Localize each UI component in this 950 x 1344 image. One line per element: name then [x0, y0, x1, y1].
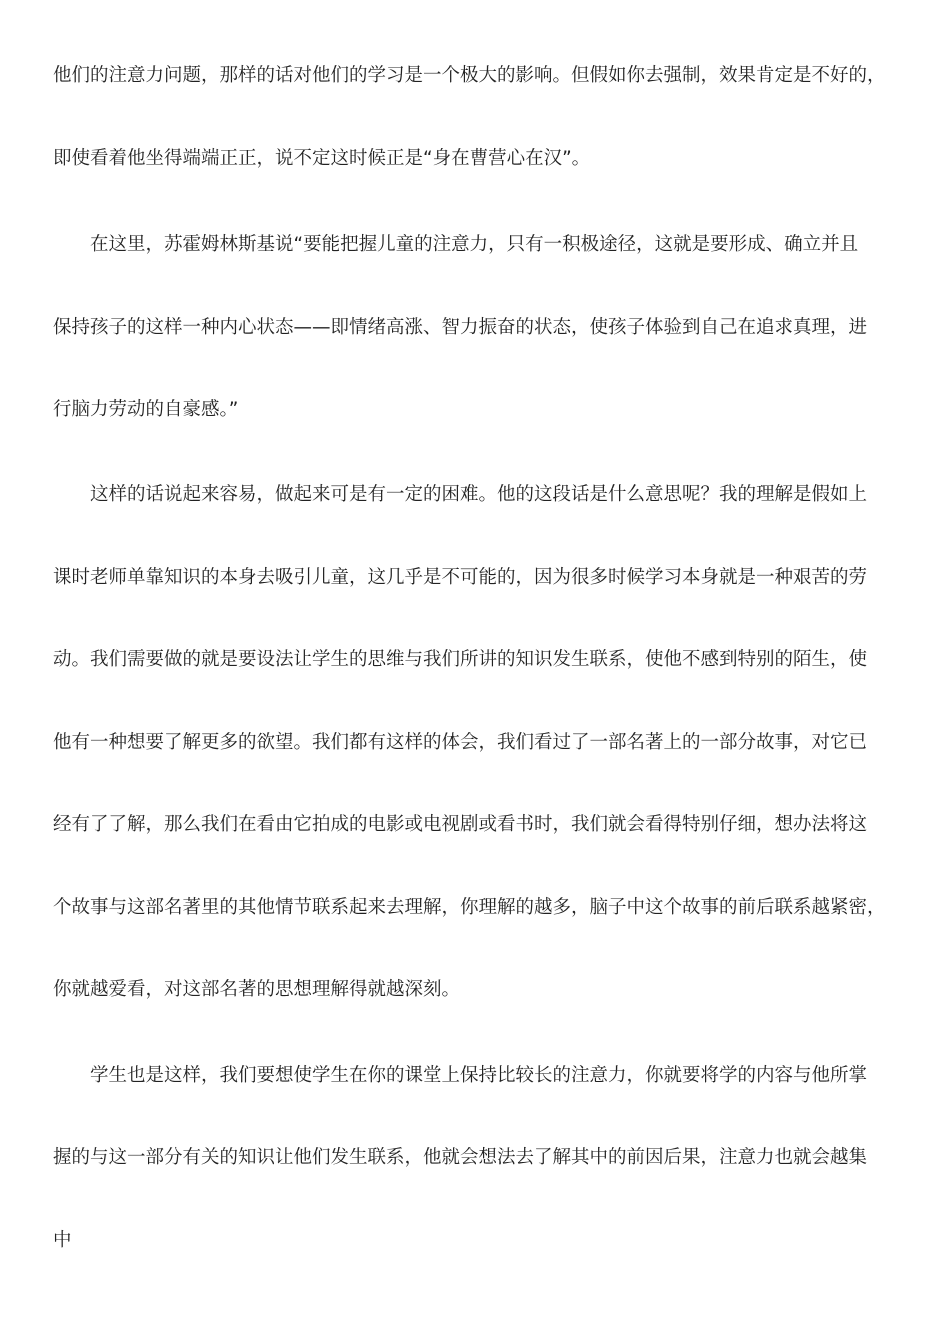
text-line: 学生也是这样，我们要想使学生在你的课堂上保持比较长的注意力，你就要将学的内容与他所掌 [90, 1065, 868, 1086]
text-line: 保持孩子的这样一种内心状态——即情绪高涨、智力振奋的状态，使孩子体验到自己在追求真理，进 [53, 317, 868, 338]
text-line: 你就越爱看，对这部名著的思想理解得就越深刻。 [53, 979, 461, 1000]
text-line: 他有一种想要了解更多的欲望。我们都有这样的体会，我们看过了一部名著上的一部分故事，对它已 [53, 732, 868, 753]
text-line: 在这里，苏霍姆林斯基说“要能把握儿童的注意力，只有一积极途径，这就是要形成、确立并且 [90, 234, 859, 255]
text-line: 他们的注意力问题，那样的话对他们的学习是一个极大的影响。但假如你去强制，效果肯定是不好的， [53, 65, 886, 86]
text-line: 行脑力劳动的自豪感。” [53, 399, 239, 420]
text-line: 个故事与这部名著里的其他情节联系起来去理解，你理解的越多，脑子中这个故事的前后联系越紧密， [53, 897, 886, 918]
text-line: 中 [53, 1230, 72, 1251]
text-line: 动。我们需要做的就是要设法让学生的思维与我们所讲的知识发生联系，使他不感到特别的陌生，使 [53, 649, 868, 670]
text-line: 课时老师单靠知识的本身去吸引儿童，这几乎是不可能的，因为很多时候学习本身就是一种艰苦的劳 [53, 567, 868, 588]
text-line: 经有了了解，那么我们在看由它拍成的电影或电视剧或看书时，我们就会看得特别仔细，想办法将这 [53, 814, 868, 835]
text-line: 即使看着他坐得端端正正，说不定这时候正是“身在曹营心在汉”。 [53, 148, 591, 169]
text-line: 这样的话说起来容易，做起来可是有一定的困难。他的这段话是什么意思呢？我的理解是假如上 [90, 484, 868, 505]
text-line: 握的与这一部分有关的知识让他们发生联系，他就会想法去了解其中的前因后果，注意力也就会越集 [53, 1147, 868, 1168]
